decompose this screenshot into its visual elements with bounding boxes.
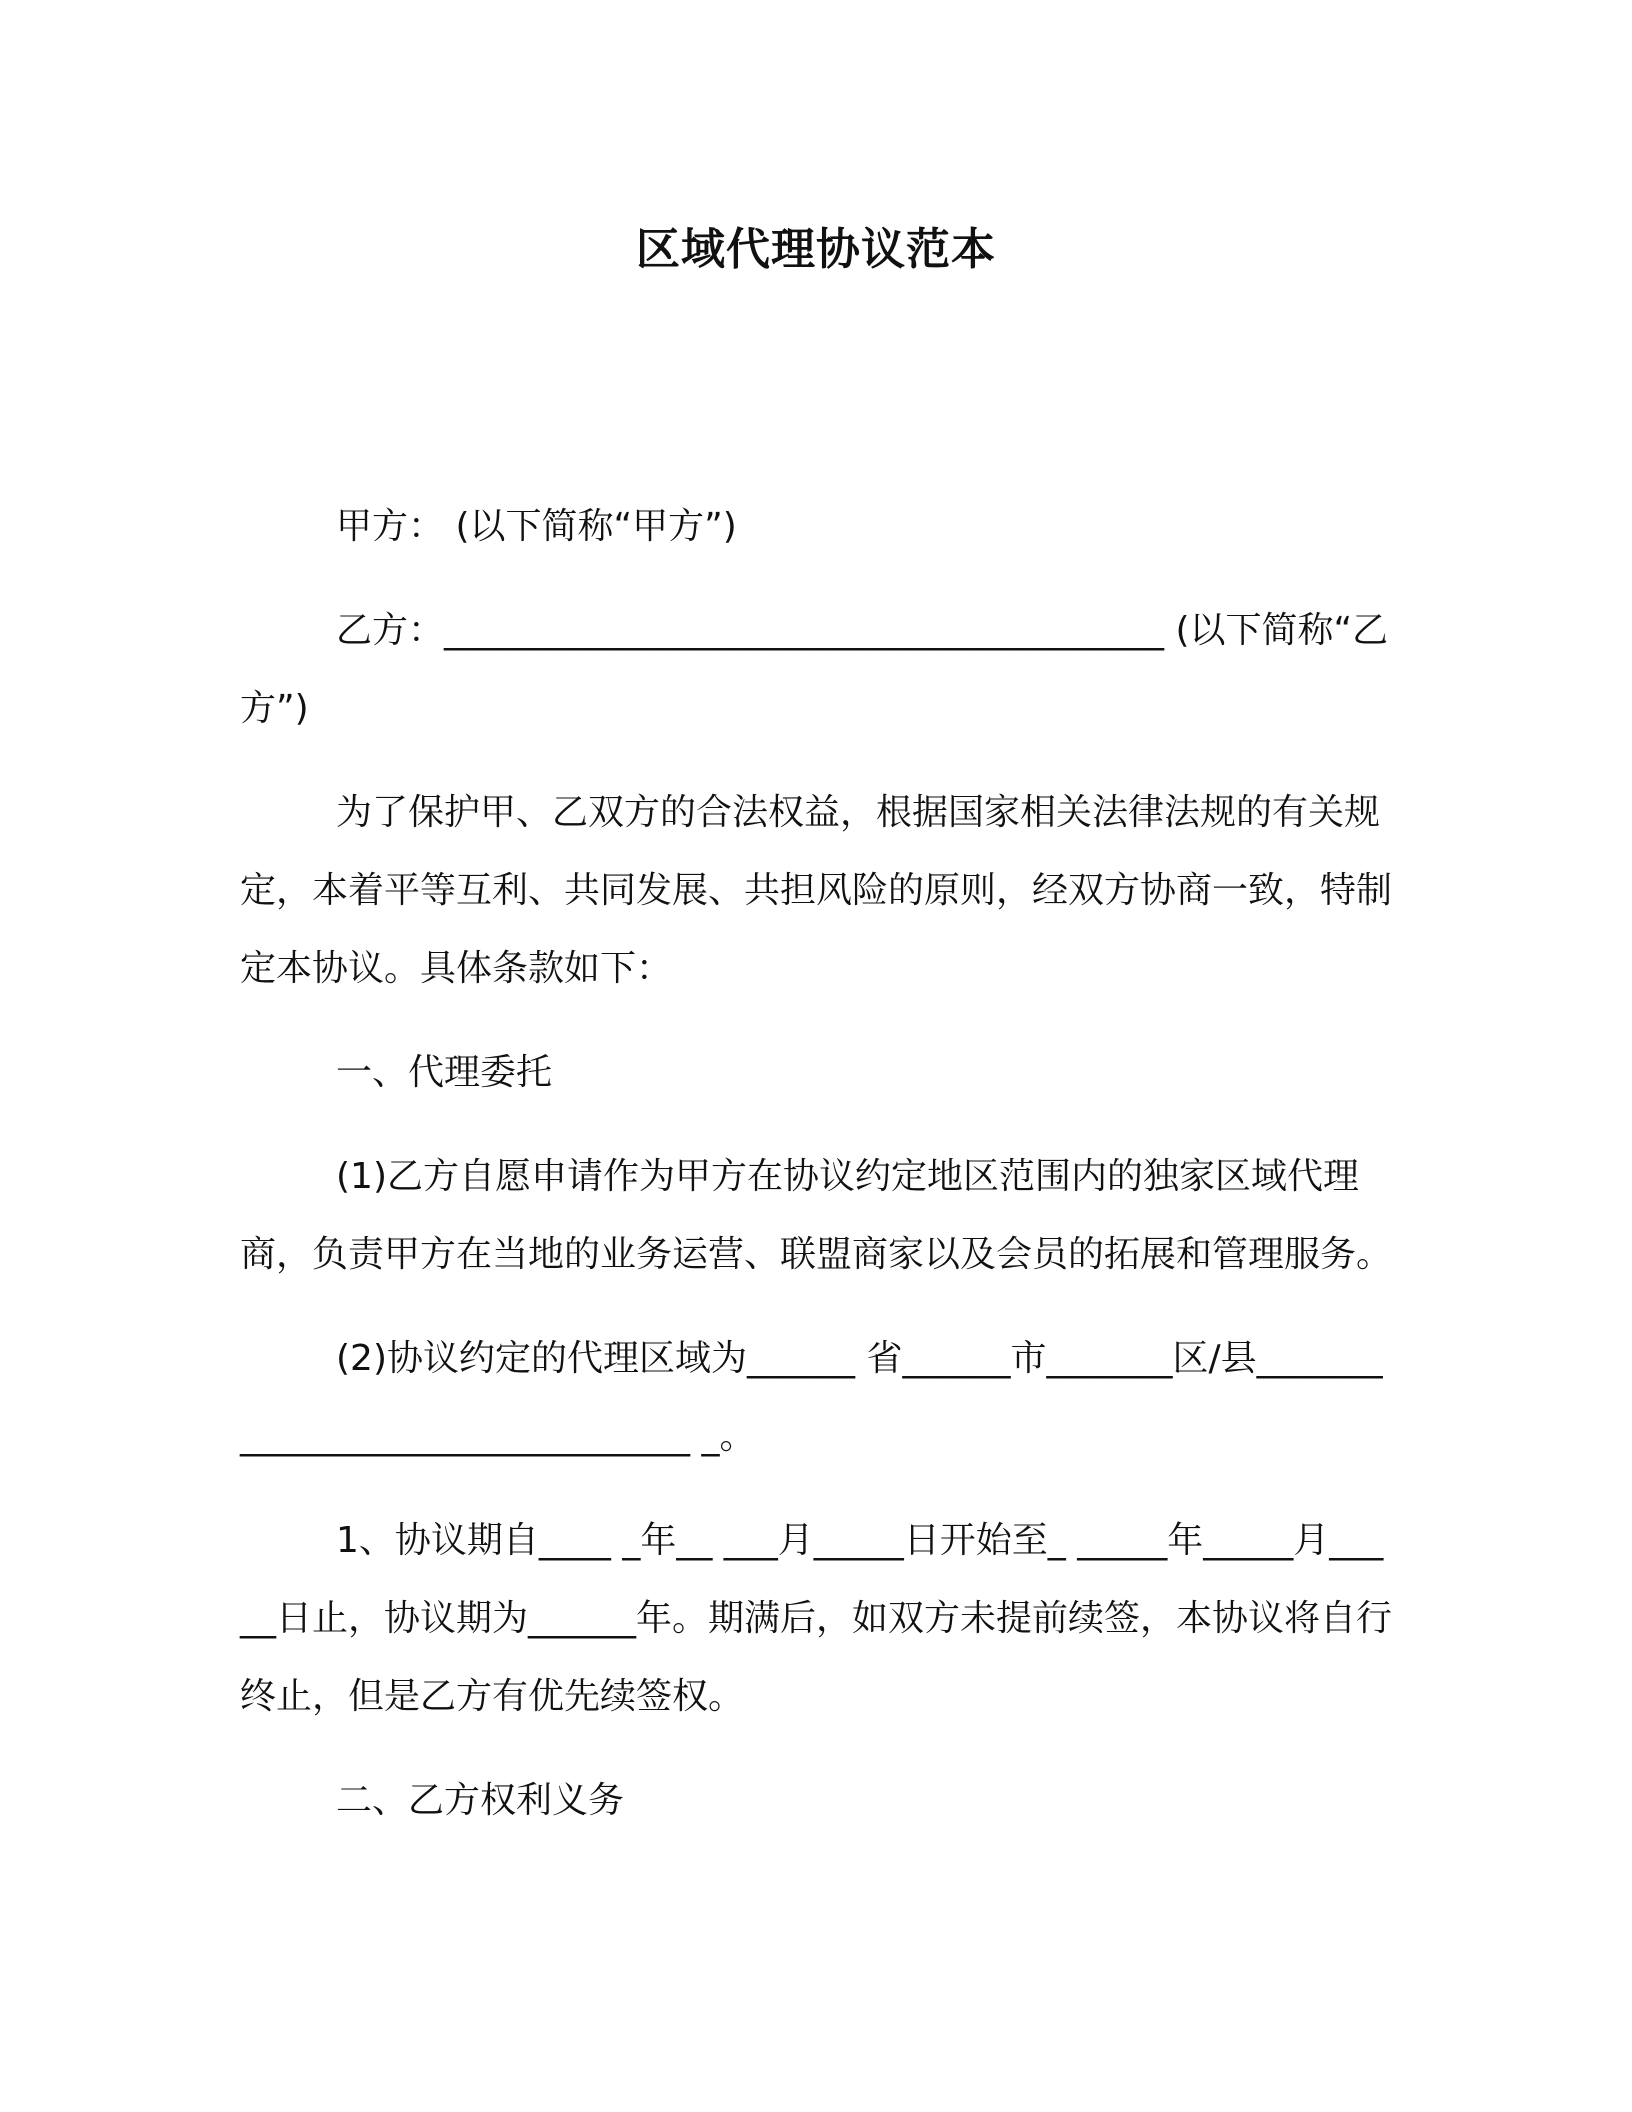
preamble-paragraph: 为了保护甲、乙双方的合法权益，根据国家相关法律法规的有关规定，本着平等互利、共同发展、共担风险的原则，经双方协商一致，特制定本协议。具体条款如下： bbox=[240, 792, 1393, 989]
agreement-term-paragraph: 1、协议期自____ _年__ ___月_____日开始至_ _____年_____月_____日止，协议期为______年。期满后，如双方未提前续签，本协议将自行终止，但是乙方有优先续签权。 bbox=[240, 1520, 1393, 1717]
document-body bbox=[240, 488, 1392, 1866]
party-b-line: 乙方：________________________________________ (以下简称“乙方”) bbox=[240, 610, 1389, 729]
section-heading-party-b-rights: 二、乙方权利义务 bbox=[336, 1780, 625, 1821]
clause-2-paragraph: (2)协议约定的代理区域为______ 省______市_______区/县________________________________ _。 bbox=[240, 1338, 1383, 1457]
section-heading-agency-entrustment: 一、代理委托 bbox=[336, 1052, 553, 1093]
party-a-line: 甲方： (以下简称“甲方”) bbox=[336, 506, 737, 547]
clause-1-paragraph: (1)乙方自愿申请作为甲方在协议约定地区范围内的独家区域代理商，负责甲方在当地的业务运营、联盟商家以及会员的拓展和管理服务。 bbox=[240, 1156, 1393, 1275]
document-title: 区域代理协议范本 bbox=[636, 224, 996, 275]
